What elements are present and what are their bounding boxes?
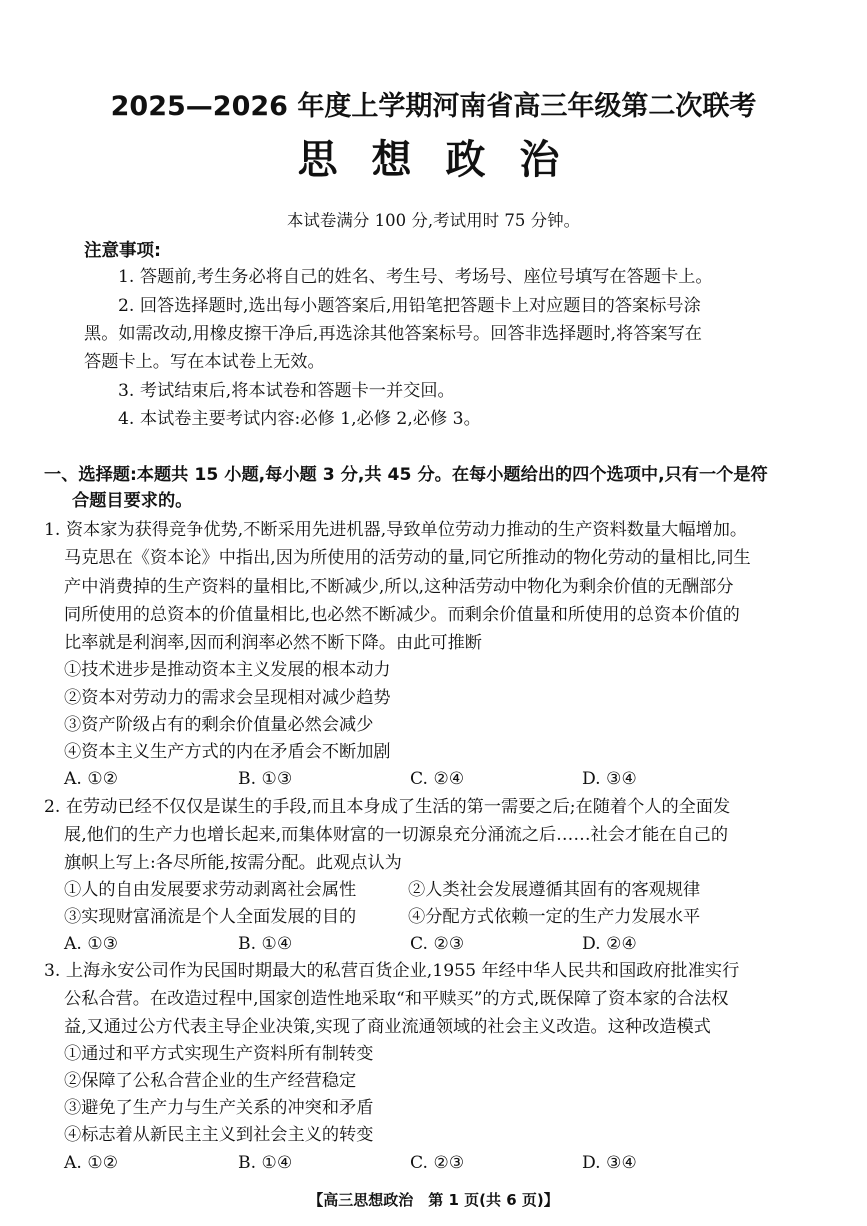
answer-choice-c[interactable]: C. ②③ xyxy=(410,934,465,954)
answer-choice-c[interactable]: C. ②④ xyxy=(410,769,465,789)
statement-item: ③实现财富涌流是个人全面发展的目的 xyxy=(64,907,357,927)
statement-item: ②资本对劳动力的需求会呈现相对减少趋势 xyxy=(64,688,391,708)
answer-choice-a[interactable]: A. ①② xyxy=(64,769,119,789)
answer-choice-b[interactable]: B. ①③ xyxy=(238,769,293,789)
answer-choice-c[interactable]: C. ②③ xyxy=(410,1153,465,1173)
score-time-line: 本试卷满分 100 分,考试用时 75 分钟。 xyxy=(286,211,581,230)
statement-item: ③资产阶级占有的剩余价值量必然会减少 xyxy=(64,715,374,735)
statement-item: ①人的自由发展要求劳动剥离社会属性 xyxy=(64,880,357,900)
answer-choice-d[interactable]: D. ③④ xyxy=(582,769,637,789)
notice-line: 4. 本试卷主要考试内容:必修 1,必修 2,必修 3。 xyxy=(118,409,481,429)
exam-title: 2025—2026 年度上学期河南省高三年级第二次联考 xyxy=(110,91,757,122)
answer-choice-b[interactable]: B. ①④ xyxy=(238,1153,293,1173)
notice-line: 3. 考试结束后,将本试卷和答题卡一并交回。 xyxy=(118,381,455,401)
answer-choice-b[interactable]: B. ①④ xyxy=(238,934,293,954)
page-footer: 【高三思想政治 第 1 页(共 6 页)】 xyxy=(308,1191,559,1209)
question-stem-line: 1. 资本家为获得竞争优势,不断采用先进机器,导致单位劳动力推动的生产资料数量大幅增加。 xyxy=(44,520,748,540)
question-stem-line: 公私合营。在改造过程中,国家创造性地采取“和平赎买”的方式,既保障了资本家的合法权 xyxy=(64,989,729,1009)
question-stem-line: 2. 在劳动已经不仅仅是谋生的手段,而且本身成了生活的第一需要之后;在随着个人的全面发 xyxy=(44,797,731,817)
notice-line: 1. 答题前,考生务必将自己的姓名、考生号、考场号、座位号填写在答题卡上。 xyxy=(118,267,713,287)
notice-line: 黑。如需改动,用橡皮擦干净后,再选涂其他答案标号。回答非选择题时,将答案写在 xyxy=(84,324,702,344)
statement-item: ②人类社会发展遵循其固有的客观规律 xyxy=(408,880,701,900)
section-heading-cont: 合题目要求的。 xyxy=(72,491,193,511)
question-stem-line: 展,他们的生产力也增长起来,而集体财富的一切源泉充分涌流之后……社会才能在自己的 xyxy=(64,825,729,845)
question-stem-line: 旗帜上写上:各尽所能,按需分配。此观点认为 xyxy=(64,853,402,873)
statement-item: ①通过和平方式实现生产资料所有制转变 xyxy=(64,1044,374,1064)
section-heading: 一、选择题:本题共 15 小题,每小题 3 分,共 45 分。在每小题给出的四个选项中,只有一个是符 xyxy=(44,465,768,485)
statement-item: ③避免了生产力与生产关系的冲突和矛盾 xyxy=(64,1098,374,1118)
answer-choice-d[interactable]: D. ②④ xyxy=(582,934,637,954)
notice-line: 2. 回答选择题时,选出每小题答案后,用铅笔把答题卡上对应题目的答案标号涂 xyxy=(118,296,701,316)
question-stem-line: 产中消费掉的生产资料的量相比,不断减少,所以,这种活劳动中物化为剩余价值的无酬部分 xyxy=(64,577,734,597)
question-stem-line: 马克思在《资本论》中指出,因为所使用的活劳动的量,同它所推动的物化劳动的量相比,同生 xyxy=(64,548,751,568)
question-stem-line: 3. 上海永安公司作为民国时期最大的私营百货企业,1955 年经中华人民共和国政府批准实行 xyxy=(44,961,740,981)
question-stem-line: 比率就是利润率,因而利润率必然不断下降。由此可推断 xyxy=(64,633,482,653)
statement-item: ④资本主义生产方式的内在矛盾会不断加剧 xyxy=(64,742,391,762)
answer-choice-a[interactable]: A. ①③ xyxy=(64,934,119,954)
question-stem-line: 同所使用的总资本的价值量相比,也必然不断减少。而剩余价值量和所使用的总资本价值的 xyxy=(64,605,740,625)
subject-title: 思 想 政 治 xyxy=(297,137,570,183)
notice-heading: 注意事项: xyxy=(84,241,161,261)
answer-choice-d[interactable]: D. ③④ xyxy=(582,1153,637,1173)
statement-item: ②保障了公私合营企业的生产经营稳定 xyxy=(64,1071,357,1091)
statement-item: ④分配方式依赖一定的生产力发展水平 xyxy=(408,907,701,927)
question-stem-line: 益,又通过公方代表主导企业决策,实现了商业流通领域的社会主义改造。这种改造模式 xyxy=(64,1017,711,1037)
notice-line: 答题卡上。写在本试卷上无效。 xyxy=(84,352,325,372)
answer-choice-a[interactable]: A. ①② xyxy=(64,1153,119,1173)
statement-item: ④标志着从新民主主义到社会主义的转变 xyxy=(64,1125,374,1145)
statement-item: ①技术进步是推动资本主义发展的根本动力 xyxy=(64,660,391,680)
